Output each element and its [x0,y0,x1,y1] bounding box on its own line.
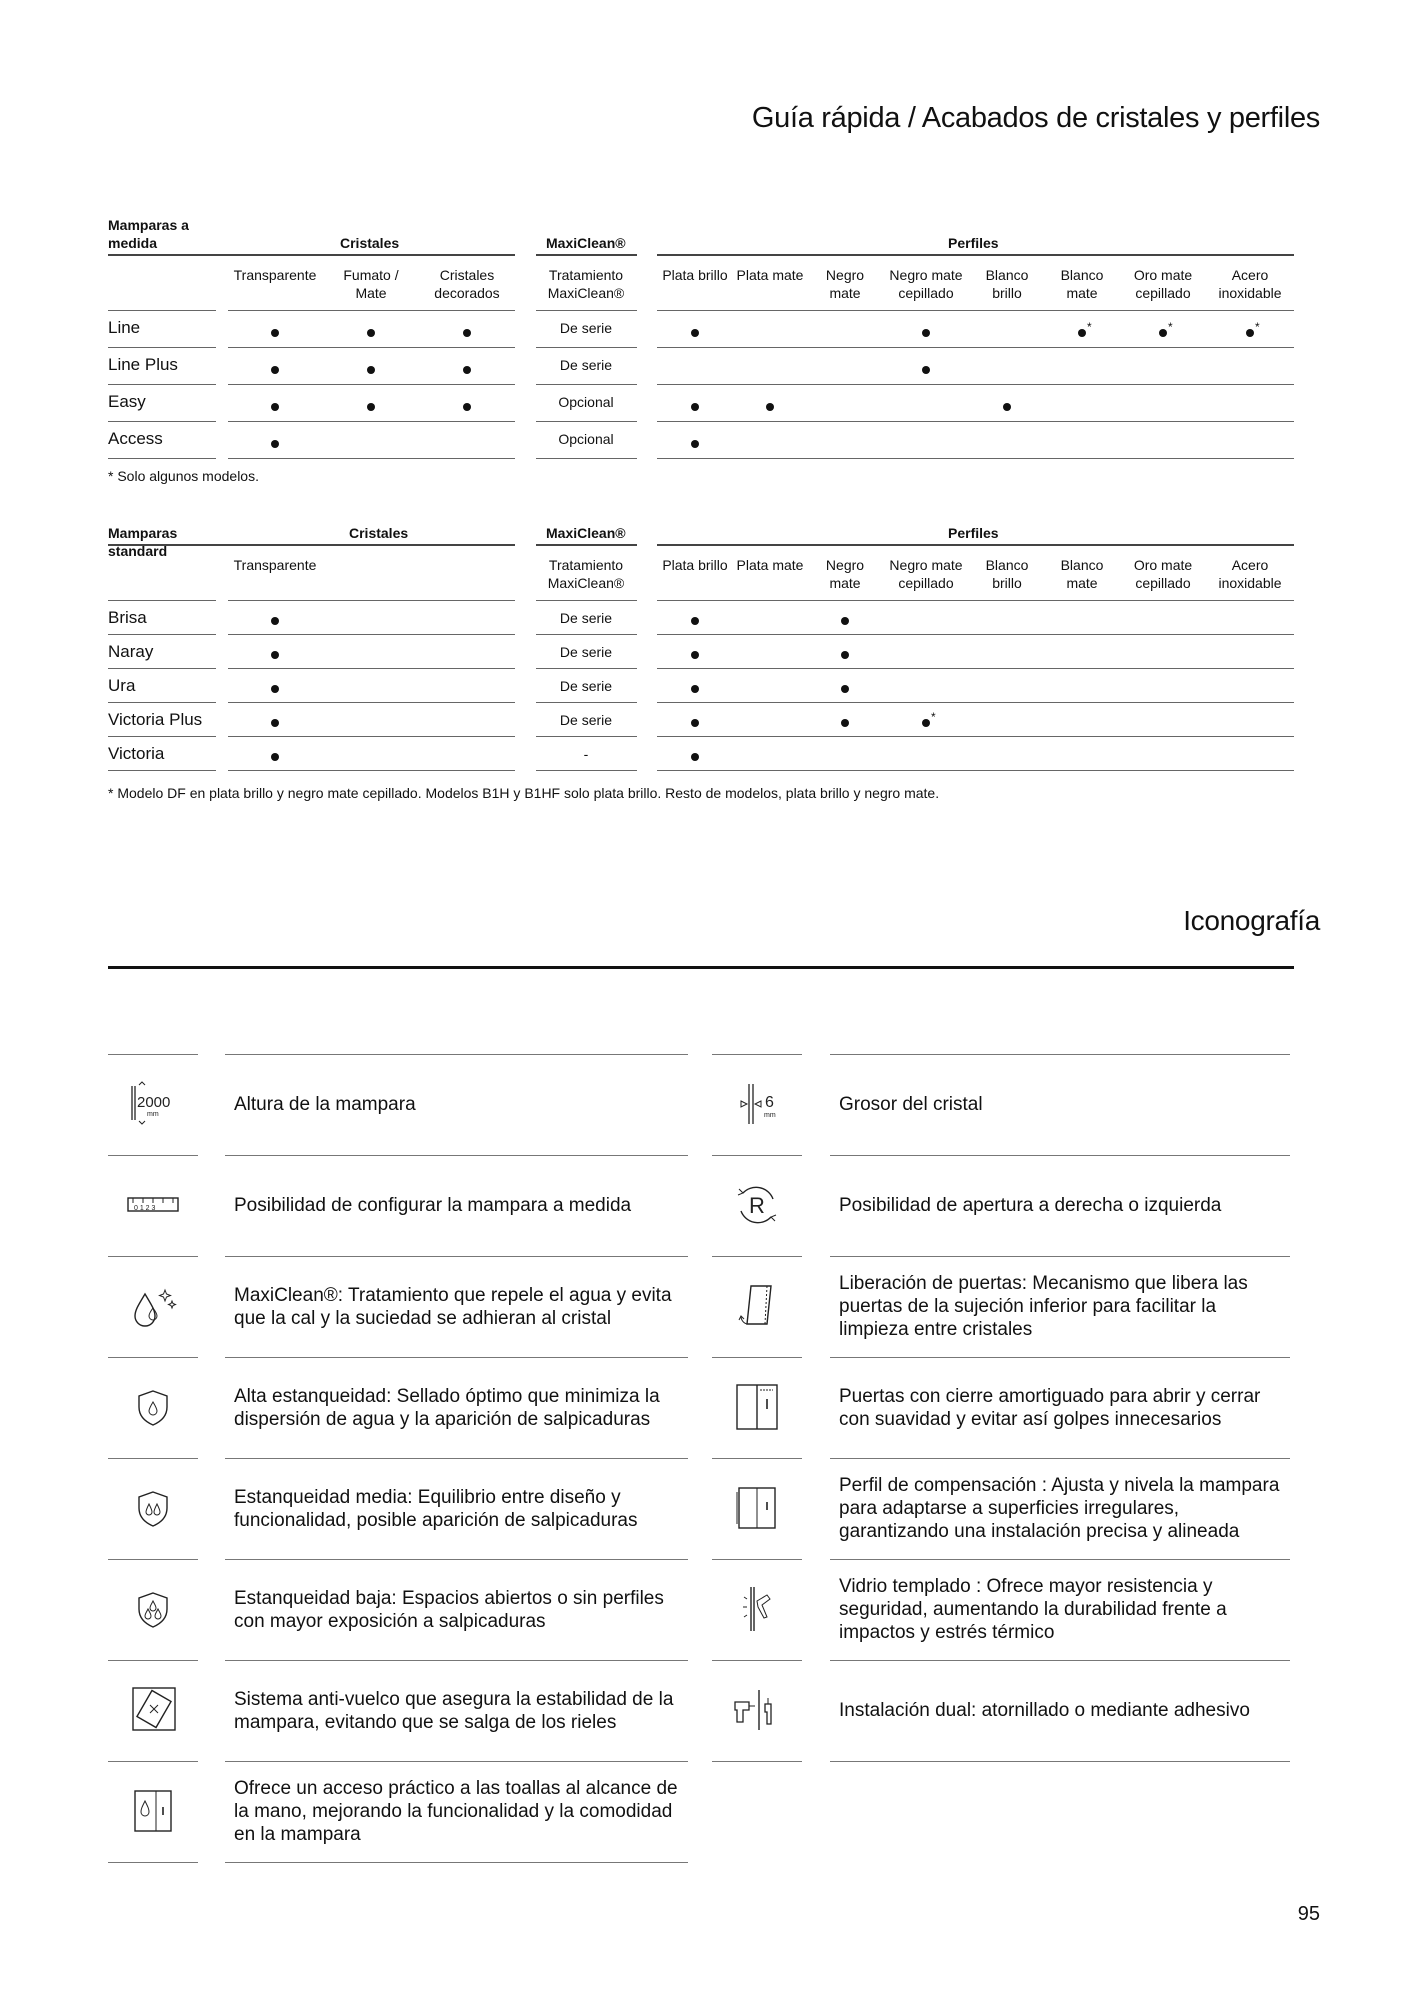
right-legend-divider [712,1357,802,1358]
right-legend-divider [712,1256,802,1257]
row-label: Easy [108,392,146,411]
reversible-r-icon [727,1175,787,1235]
row-label: Access [108,429,163,448]
perfil-dot [691,651,699,659]
maxiclean-cell: De serie [559,644,613,660]
right-legend-divider [830,1761,1290,1762]
cristal-dot [271,440,279,448]
glass-thickness-icon [727,1074,787,1134]
right-legend-text: Posibilidad de apertura a derecha o izquierda [839,1195,1222,1216]
right-legend-divider [712,1054,802,1055]
row-divider-perfiles [657,702,1294,703]
right-legend-divider [712,1660,802,1661]
left-legend-divider [108,1761,198,1762]
row-divider-cristales [228,458,515,459]
row-divider-maxiclean [536,702,637,703]
group-header-maxiclean: MaxiClean® [546,235,626,251]
right-legend-divider [830,1458,1290,1459]
subheader-divider-maxiclean [536,600,637,601]
row-divider-cristales [228,347,515,348]
row-divider-perfiles [657,770,1294,771]
row-divider-maxiclean [536,421,637,422]
perfil-dot [1159,329,1167,337]
row-divider-model [108,347,216,348]
svg-text:0 1 2 3: 0 1 2 3 [134,1205,156,1212]
soft-close-door-icon [727,1377,787,1437]
left-legend-divider [225,1357,688,1358]
right-legend-divider [830,1054,1290,1055]
group-header-models: Mamparas standard [108,525,178,559]
row-label: Ura [108,676,136,695]
left-legend-text: Alta estanqueidad: Sellado óptimo que minimiza la dispersión de agua y la aparición de salpicaduras [234,1385,660,1430]
section-divider [108,966,1294,969]
cristal-dot [367,329,375,337]
left-legend-text: Sistema anti-vuelco que asegura la estabilidad de la mampara, evitando que se salga de los rieles [234,1688,674,1733]
perfil-dot [1003,403,1011,411]
sub-header-negro_mate_cepillado: Negro mate cepillado [889,557,963,591]
maxiclean-drop-icon [123,1276,183,1336]
cristal-dot [271,719,279,727]
dual-install-icon [727,1680,787,1740]
section-title-iconografia: Iconografía [1183,905,1320,936]
sub-header-oro_mate_cepillado: Oro mate cepillado [1133,267,1193,301]
sub-header-negro_mate: Negro mate [825,557,865,591]
height-2000mm-icon [123,1074,183,1134]
row-divider-cristales [228,634,515,635]
subheader-divider-perfiles [657,310,1294,311]
row-divider-perfiles [657,736,1294,737]
sub-header-blanco_mate: Blanco mate [1060,557,1104,591]
sub-header-tratamiento: Tratamiento MaxiClean® [547,557,625,591]
perfil-asterisk: * [1087,319,1092,334]
maxiclean-cell: De serie [559,610,613,626]
cristal-dot [271,403,279,411]
cristal-dot [271,617,279,625]
sub-header-negro_mate: Negro mate [825,267,865,301]
left-legend-divider [108,1256,198,1257]
left-legend-divider [108,1357,198,1358]
cristal-dot [367,366,375,374]
right-legend-divider [830,1559,1290,1560]
subheader-divider-perfiles [657,600,1294,601]
subheader-divider-model [108,310,216,311]
cristal-dot [271,651,279,659]
maxiclean-cell: Opcional [558,394,614,410]
right-legend-text: Instalación dual: atornillado o mediante adhesivo [839,1700,1250,1721]
shield-three-drops-icon [123,1579,183,1639]
perfil-dot [766,403,774,411]
header-divider-maxiclean [536,544,637,546]
row-divider-model [108,384,216,385]
row-divider-maxiclean [536,770,637,771]
perfil-asterisk: * [1255,319,1260,334]
sub-header-oro_mate_cepillado: Oro mate cepillado [1133,557,1193,591]
row-divider-perfiles [657,634,1294,635]
perfil-dot [1246,329,1254,337]
perfil-dot [922,366,930,374]
maxiclean-cell: Opcional [558,431,614,447]
row-divider-cristales [228,736,515,737]
svg-text:mm: mm [764,1112,776,1119]
left-legend-divider [225,1054,688,1055]
row-divider-maxiclean [536,347,637,348]
row-divider-model [108,634,216,635]
sub-header-tratamiento: Tratamiento MaxiClean® [547,267,625,301]
left-legend-divider [108,1054,198,1055]
perfil-dot [691,685,699,693]
row-divider-model [108,668,216,669]
towel-bar-icon [123,1781,183,1841]
sub-header-transparente: Transparente [233,267,317,283]
svg-text:mm: mm [147,1111,159,1118]
perfil-asterisk: * [1168,319,1173,334]
right-legend-text: Puertas con cierre amortiguado para abrir y cerrar con suavidad y evitar así golpes innecesarios [839,1385,1261,1430]
row-divider-maxiclean [536,668,637,669]
row-divider-perfiles [657,421,1294,422]
ruler-icon [123,1175,183,1235]
row-divider-perfiles [657,384,1294,385]
row-divider-model [108,770,216,771]
sub-header-plata_mate: Plata mate [736,557,804,573]
subheader-divider-model [108,600,216,601]
row-label: Victoria [108,744,165,763]
row-label: Line [108,318,141,337]
cristal-dot [367,403,375,411]
group-header-perfiles: Perfiles [948,525,999,541]
left-legend-text: Ofrece un acceso práctico a las toallas al alcance de la mano, mejorando la funcionalidad y la comodidad en la mampara [234,1778,678,1845]
row-divider-perfiles [657,347,1294,348]
right-legend-divider [712,1761,802,1762]
subheader-divider-maxiclean [536,310,637,311]
sub-header-transparente: Transparente [233,557,317,573]
row-divider-maxiclean [536,634,637,635]
row-label: Brisa [108,608,147,627]
right-legend-divider [830,1357,1290,1358]
perfil-dot [922,719,930,727]
group-header-cristales: Cristales [349,525,409,541]
perfil-dot [841,685,849,693]
right-legend-divider [830,1256,1290,1257]
row-divider-perfiles [657,668,1294,669]
row-divider-cristales [228,702,515,703]
left-legend-divider [225,1458,688,1459]
header-divider-perfiles [657,254,1294,256]
cristal-dot [271,329,279,337]
row-divider-cristales [228,421,515,422]
sub-header-plata_brillo: Plata brillo [662,267,728,283]
perfil-dot [841,617,849,625]
right-legend-text: Grosor del cristal [839,1094,983,1115]
table-1-note: * Solo algunos modelos. [108,468,259,484]
perfil-dot [691,440,699,448]
right-legend-divider [712,1155,802,1156]
svg-text:R: R [749,1193,765,1218]
page-number: 95 [1297,1903,1320,1925]
right-legend-divider [712,1559,802,1560]
perfil-dot [841,651,849,659]
cristal-dot [463,329,471,337]
left-legend-text: MaxiClean®: Tratamiento que repele el agua y evita que la cal y la suciedad se adhieran al cristal [234,1284,672,1329]
sub-header-acero_inoxidable: Acero inoxidable [1218,557,1282,591]
row-divider-cristales [228,668,515,669]
perfil-dot [691,753,699,761]
group-header-perfiles: Perfiles [948,235,999,251]
left-legend-divider [225,1256,688,1257]
sub-header-blanco_brillo: Blanco brillo [985,557,1029,591]
perfil-dot [691,403,699,411]
perfil-dot [691,617,699,625]
right-legend-text: Liberación de puertas: Mecanismo que libera las puertas de la sujeción inferior para facilitar la limpieza entre cristales [839,1273,1248,1340]
right-legend-divider [830,1155,1290,1156]
maxiclean-cell: - [583,746,589,762]
header-divider-maxiclean [536,254,637,256]
left-legend-divider [225,1155,688,1156]
right-legend-text: Vidrio templado : Ofrece mayor resistencia y seguridad, aumentando la durabilidad frente a impactos y estrés térmico [839,1576,1227,1643]
anti-tip-icon [123,1680,183,1740]
sub-header-fumato: Fumato / Mate [343,267,399,301]
perfil-dot [691,719,699,727]
sub-header-blanco_brillo: Blanco brillo [985,267,1029,301]
svg-text:6: 6 [765,1094,774,1111]
left-legend-text: Estanqueidad media: Equilibrio entre diseño y funcionalidad, posible aparición de salpicaduras [234,1486,638,1531]
left-legend-divider [108,1559,198,1560]
header-divider-cristales [108,544,515,546]
row-divider-cristales [228,384,515,385]
sub-header-decorados: Cristales decorados [434,267,500,301]
left-legend-divider [225,1660,688,1661]
left-legend-text: Estanqueidad baja: Espacios abiertos o sin perfiles con mayor exposición a salpicaduras [234,1587,664,1632]
perfil-dot [841,719,849,727]
perfil-dot [691,329,699,337]
shield-two-drops-icon [123,1478,183,1538]
sub-header-plata_mate: Plata mate [736,267,804,283]
group-header-cristales: Cristales [340,235,400,251]
row-divider-maxiclean [536,736,637,737]
row-label: Line Plus [108,355,178,374]
left-legend-text: Posibilidad de configurar la mampara a medida [234,1195,632,1216]
right-legend-divider [712,1458,802,1459]
shield-one-drop-icon [123,1377,183,1437]
row-divider-maxiclean [536,384,637,385]
cristal-dot [271,753,279,761]
subheader-divider-cristales [228,600,515,601]
tempered-glass-icon [727,1579,787,1639]
row-divider-maxiclean [536,458,637,459]
row-label: Naray [108,642,154,661]
right-legend-divider [830,1660,1290,1661]
row-label: Victoria Plus [108,710,203,729]
maxiclean-cell: De serie [559,357,613,373]
row-divider-model [108,702,216,703]
maxiclean-cell: De serie [559,678,613,694]
page-title: Guía rápida / Acabados de cristales y perfiles [751,102,1320,134]
subheader-divider-cristales [228,310,515,311]
cristal-dot [463,366,471,374]
sub-header-plata_brillo: Plata brillo [662,557,728,573]
header-divider-perfiles [657,544,1294,546]
left-legend-divider [225,1761,688,1762]
left-legend-divider [225,1559,688,1560]
svg-text:2000: 2000 [137,1094,171,1111]
perfil-dot [922,329,930,337]
cristal-dot [463,403,471,411]
row-divider-model [108,421,216,422]
left-legend-divider [225,1862,688,1863]
sub-header-negro_mate_cepillado: Negro mate cepillado [889,267,963,301]
maxiclean-cell: De serie [559,712,613,728]
table-2-note: * Modelo DF en plata brillo y negro mate cepillado. Modelos B1H y B1HF solo plata brillo. Resto de modelos, plata brillo y negro mate. [108,785,940,801]
row-divider-cristales [228,770,515,771]
perfil-dot [1078,329,1086,337]
left-legend-divider [108,1155,198,1156]
perfil-asterisk: * [931,710,936,724]
left-legend-divider [108,1660,198,1661]
sub-header-acero_inoxidable: Acero inoxidable [1218,267,1282,301]
row-divider-perfiles [657,458,1294,459]
left-legend-divider [108,1862,198,1863]
left-legend-text: Altura de la mampara [234,1094,416,1115]
left-legend-divider [108,1458,198,1459]
header-divider-cristales [108,254,515,256]
door-release-icon [727,1276,787,1336]
compensation-profile-icon [727,1478,787,1538]
right-legend-text: Perfil de compensación : Ajusta y nivela la mampara para adaptarse a superficies irregulares, garantizando una instalación precisa y alineada [839,1475,1280,1542]
group-header-models: Mamparas a medida [108,217,189,251]
sub-header-blanco_mate: Blanco mate [1060,267,1104,301]
row-divider-model [108,458,216,459]
cristal-dot [271,366,279,374]
group-header-maxiclean: MaxiClean® [546,525,626,541]
maxiclean-cell: De serie [559,320,613,336]
row-divider-model [108,736,216,737]
cristal-dot [271,685,279,693]
